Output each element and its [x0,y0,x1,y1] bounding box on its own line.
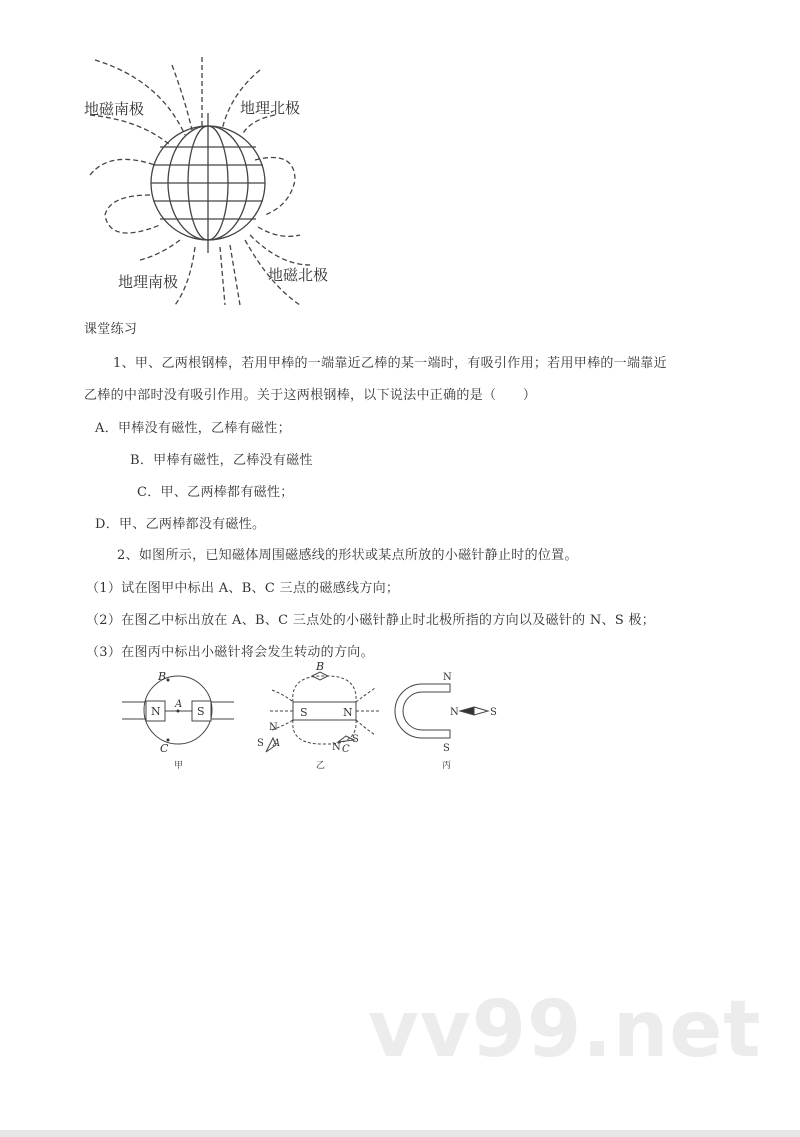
bing-needle-N: N [450,707,459,718]
yi-B: B [316,660,325,673]
q2-part-1: （1）试在图甲中标出 A、B、C 三点的磁感线方向； [86,581,400,596]
magnet-figures [100,660,520,780]
bing-bottom-S: S [443,743,450,754]
yi-needleA-N: N [269,722,278,733]
label-geographic-south: 地理南极 [118,273,179,291]
label-geographic-north: 地理北极 [240,99,301,117]
q1-option-b: B．甲棒有磁性，乙棒没有磁性 [130,453,313,468]
label-geomagnetic-north: 地磁北极 [268,266,329,284]
watermark: vv99.net [368,985,762,1075]
q1-option-d: D．甲、乙两棒都没有磁性。 [95,517,266,532]
page-bottom-edge [0,1130,800,1137]
bing-needle-S: S [490,707,497,718]
yi-N: N [343,706,353,719]
label-geomagnetic-south: 地磁南极 [84,100,145,118]
jia-caption: 甲 [174,761,184,771]
q1-option-a: A．甲棒没有磁性，乙棒有磁性； [95,421,291,436]
yi-needleC-N: N [332,742,341,753]
jia-N: N [151,705,161,718]
yi-S: S [300,706,308,719]
bing-top-N: N [443,672,452,683]
jia-A: A [175,699,183,710]
q2-stem: 2、如图所示，已知磁体周围磁感线的形状或某点所放的小磁针静止时的位置。 [117,548,578,563]
figure-yi [266,672,380,752]
yi-needleC-S: S [352,734,359,745]
q2-part-3: （3）在图丙中标出小磁针将会发生转动的方向。 [86,645,374,660]
q2-part-2: （2）在图乙中标出放在 A、B、C 三点处的小磁针静止时北极所指的方向以及磁针的 N、S 极； [86,613,656,628]
q1-option-c: C．甲、乙两棒都有磁性； [137,485,294,500]
yi-caption: 乙 [316,761,326,771]
yi-A: A [273,738,281,749]
yi-C: C [342,744,350,755]
jia-C: C [160,742,169,755]
section-title: 课堂练习 [84,322,138,337]
yi-needleA-S: S [257,738,264,749]
bing-caption: 丙 [442,761,452,771]
jia-S: S [197,705,205,718]
q1-line1: 1、甲、乙两根钢棒，若用甲棒的一端靠近乙棒的某一端时，有吸引作用；若用甲棒的一端靠近 [113,356,667,371]
figure-bing [395,684,488,738]
q1-line2: 乙棒的中部时没有吸引作用。关于这两根钢棒，以下说法中正确的是（ ） [84,388,537,403]
jia-B: B [158,670,167,683]
